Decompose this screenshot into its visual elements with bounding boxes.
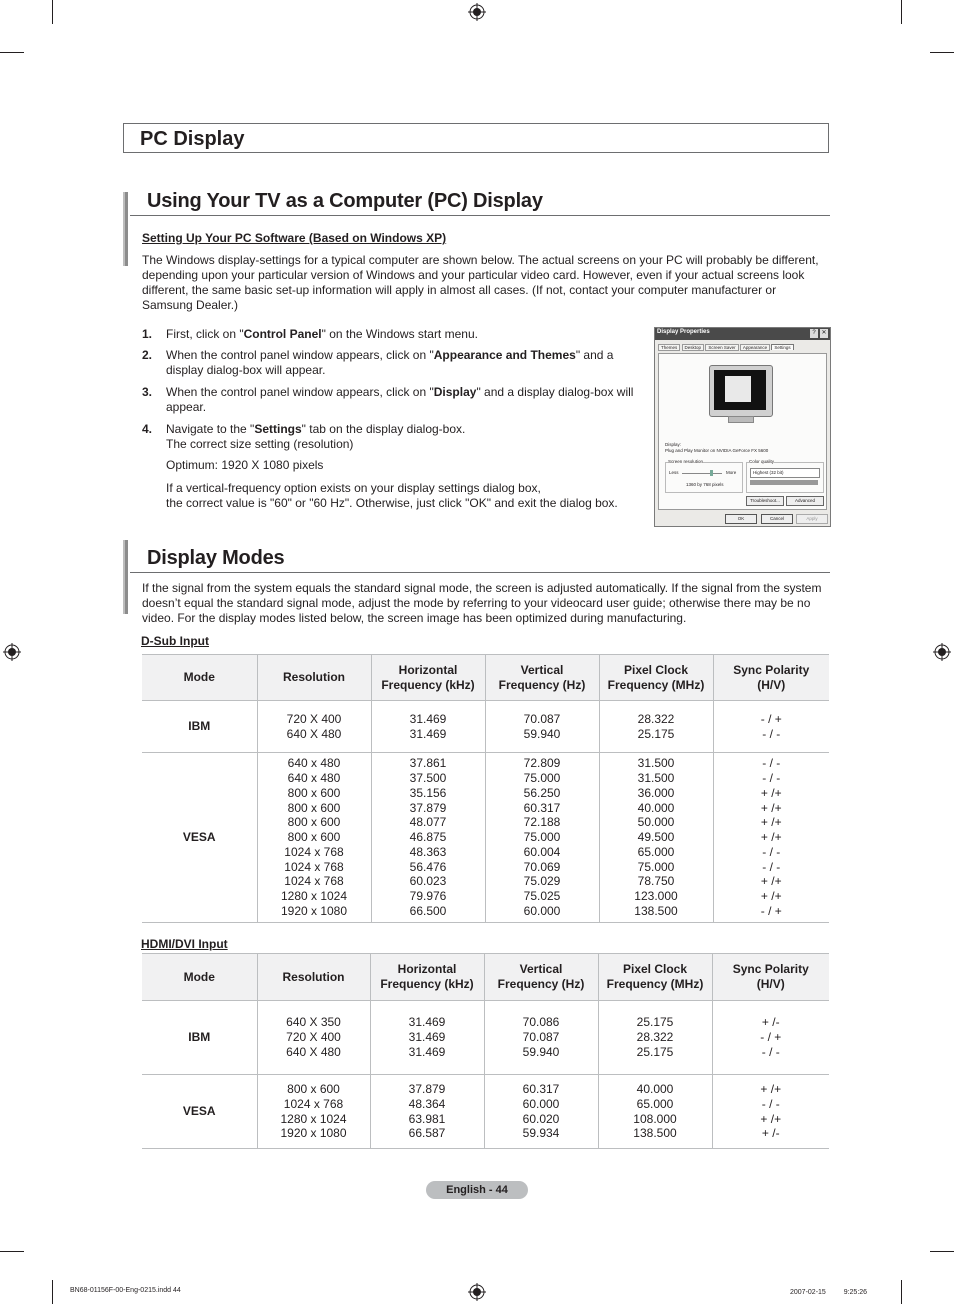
cell-value: + /+ [760,800,782,815]
cell-value: 70.086 [522,1015,560,1030]
cell-value: 25.175 [637,726,675,741]
cell-value: 70.069 [523,859,561,874]
cell-value: + /+ [760,830,782,845]
header-resolution: Resolution [257,954,370,1001]
resolution-cell [257,1075,370,1149]
optimum-resolution: Optimum: 1920 X 1080 pixels [166,458,324,472]
cell-value: 31.500 [637,770,675,785]
cell-value: 1024 x 768 [284,844,344,859]
cell-value: 46.875 [409,830,447,845]
subheading-pc-software: Setting Up Your PC Software (Based on Windows XP) [142,231,447,245]
troubleshoot-button[interactable]: Troubleshoot... [746,496,784,506]
sync-polarity-cell [712,1001,829,1075]
cell-value: - / - [762,756,781,771]
cell-value: 60.000 [522,1096,560,1111]
cell-value: 138.500 [633,1126,677,1141]
slider-thumb[interactable] [710,470,713,476]
registration-mark-icon [3,643,21,661]
tab-screen-saver: Screen Saver [705,344,738,351]
cell-value: 1280 x 1024 [280,889,348,904]
cell-value: + /+ [760,785,782,800]
cell-value: 25.175 [636,1015,674,1030]
resolution-slider[interactable] [682,473,722,474]
cell-value: 56.250 [523,785,561,800]
cell-value: 28.322 [636,1030,674,1045]
cell-value: 59.940 [522,1044,560,1059]
cell-value: 75.000 [523,830,561,845]
cell-value: 75.000 [523,770,561,785]
cell-value: - / - [762,859,781,874]
resolution-cell [257,1001,370,1075]
hfreq-cell [371,753,485,923]
crop-mark [901,0,902,24]
cell-value: + /+ [760,1081,782,1096]
resolution-cell [257,701,371,753]
cell-value: 31.469 [408,1015,446,1030]
cell-value: 48.364 [408,1096,446,1111]
color-select[interactable]: Highest (32 bit) [750,468,820,478]
cell-value: 72.809 [523,756,561,771]
mode-cell: IBM [142,1001,257,1075]
vfreq-cell [485,701,599,753]
header-vertical-frequency: Vertical Frequency (Hz) [485,655,599,701]
sync-polarity-cell [713,753,829,923]
sync-polarity-cell [712,1075,829,1149]
cell-value: 1920 x 1080 [280,904,348,919]
close-icon: ✕ [821,330,827,336]
cell-value: - / - [761,1096,780,1111]
hfreq-cell [370,1001,484,1075]
pixel-clock-cell [598,1001,712,1075]
display-properties-screenshot [654,327,831,527]
cell-value: 138.500 [634,904,678,919]
cell-value: 66.587 [408,1126,446,1141]
cell-value: 720 X 400 [286,711,342,726]
hdmi-modes-table [142,953,829,1149]
hfreq-cell [371,701,485,753]
cell-value: 59.940 [523,726,561,741]
cell-value: - / - [762,770,781,785]
cell-value: 60.023 [409,874,447,889]
cell-value: + /+ [760,815,782,830]
less-label: Less [669,470,679,475]
cell-value: - / + [760,1030,782,1045]
dialog-title: Display Properties [657,329,710,335]
cell-value: 640 X 350 [286,1015,341,1030]
cell-value: 66.500 [409,904,447,919]
table-row [142,1075,829,1149]
crop-mark [930,52,954,53]
cell-value: 31.469 [409,726,447,741]
table-row [142,1001,829,1075]
cell-value: 37.861 [409,756,447,771]
cell-value: 37.879 [409,800,447,815]
cell-value: 72.188 [523,815,561,830]
step-number: 4. [142,422,153,436]
cell-value: + /- [761,1126,780,1141]
cell-value: 48.363 [409,844,447,859]
sync-polarity-cell [713,701,829,753]
header-pixel-clock: Pixel Clock Frequency (MHz) [598,954,712,1001]
color-group [746,459,824,493]
ok-button[interactable]: OK [725,514,757,524]
cell-value: 50.000 [637,815,675,830]
pixel-clock-cell [598,1075,712,1149]
cell-value: 70.087 [523,711,561,726]
cell-value: - / + [760,711,782,726]
mode-cell: VESA [142,1075,257,1149]
help-icon: ? [810,329,818,338]
cell-value: 31.469 [408,1030,446,1045]
cell-value: 56.476 [409,859,447,874]
intro-paragraph: The Windows display-settings for a typical computer are shown below. The actual screens on your PC will probably be different, depending upon your particular version of Windows and your particular video card. However, even if your actual screens look different, the same basic set-up information will apply in almost all cases. (If not, contact your computer manufacturer or Samsung Dealer.) [142,253,819,312]
step-text: When the control panel window appears, click on "Display" and a display dialog-box will appear. [166,385,634,414]
display-value: Plug and Play Monitor on NVIDIA GeForce FX 5600 [665,448,769,453]
cell-value: - / - [762,844,781,859]
tab-themes: Themes [658,344,680,351]
cell-value: 65.000 [637,844,675,859]
heading-bar [123,540,128,614]
cell-value: 40.000 [637,800,675,815]
tab-appearance: Appearance [740,344,770,351]
heading-rule [130,572,830,573]
pixels-label: 1360 by 768 pixels [686,482,724,487]
color-label: Color quality [749,459,775,464]
hdmi-input-label: HDMI/DVI Input [141,937,228,951]
cell-value: 75.029 [523,874,561,889]
dialog-tabs [658,344,794,353]
registration-mark-icon [933,643,951,661]
cell-value: 60.004 [523,844,561,859]
cell-value: 60.020 [522,1111,560,1126]
cell-value: 1280 x 1024 [280,1111,347,1126]
mode-cell: IBM [142,701,257,753]
table-row [142,701,829,753]
print-slug-date: 2007-02-15 9:25:26 [790,1289,868,1296]
color-bar [750,480,818,485]
dsub-modes-table [142,654,829,923]
header-horizontal-frequency: Horizontal Frequency (kHz) [370,954,484,1001]
print-slug-file: BN68-01156F-00-Eng-0215.indd 44 [70,1287,181,1294]
cell-value: 37.500 [409,770,447,785]
cell-value: 1920 x 1080 [280,1126,347,1141]
cell-value: 1024 x 768 [284,859,344,874]
cell-value: 63.981 [408,1111,446,1126]
cell-value: 60.317 [523,800,561,815]
cell-value: 800 x 600 [287,1081,340,1096]
cell-value: + /- [761,1015,780,1030]
cancel-button[interactable]: Cancel [761,514,793,524]
cell-value: 1024 x 768 [283,1096,344,1111]
crop-mark [930,1251,954,1252]
registration-mark-icon [468,1283,486,1301]
header-resolution: Resolution [257,655,371,701]
cell-value: 75.025 [523,889,561,904]
cell-value: 59.934 [522,1126,560,1141]
dialog-titlebar [655,328,830,340]
crop-mark [0,1251,24,1252]
vfreq-cell [485,753,599,923]
heading-rule [130,215,830,216]
cell-value: + /+ [760,1111,782,1126]
cell-value: 40.000 [636,1081,674,1096]
crop-mark [901,1280,902,1304]
header-pixel-clock: Pixel Clock Frequency (MHz) [599,655,713,701]
cell-value: - / - [762,726,781,741]
advanced-button[interactable]: Advanced [786,496,824,506]
cell-value: 78.750 [637,874,675,889]
settings-panel [658,353,827,510]
resolution-label: Screen resolution [668,459,704,464]
section-title-box [123,123,829,153]
cell-value: 640 X 480 [286,726,342,741]
cell-value: 48.077 [409,815,447,830]
cell-value: 108.000 [633,1111,677,1126]
cell-value: 640 X 480 [286,1044,341,1059]
registration-mark-icon [468,3,486,21]
cell-value: 640 x 480 [287,756,341,771]
cell-value: 800 x 600 [287,800,341,815]
step-number: 2. [142,348,153,362]
heading-bar [123,192,128,266]
hfreq-cell [370,1075,484,1149]
cell-value: 37.879 [408,1081,446,1096]
cell-value: - / + [760,904,782,919]
cell-value: 70.087 [522,1030,560,1045]
cell-value: 31.469 [409,711,447,726]
section-title: PC Display [140,128,245,150]
cell-value: 720 X 400 [286,1030,341,1045]
step-text-line: The correct size setting (resolution) [166,437,354,451]
cell-value: 1024 x 768 [284,874,344,889]
pixel-clock-cell [599,701,713,753]
cell-value: 31.500 [637,756,675,771]
mode-cell: VESA [142,753,257,923]
vfreq-cell [484,1075,598,1149]
cell-value: - / - [761,1044,780,1059]
step-number: 1. [142,327,153,341]
tab-settings: Settings [771,344,793,350]
cell-value: + /+ [760,889,782,904]
crop-mark [0,52,24,53]
crop-mark [52,0,53,24]
cell-value: 123.000 [634,889,678,904]
cell-value: 79.976 [409,889,447,904]
cell-value: 60.000 [523,904,561,919]
resolution-group [665,459,743,493]
heading-display-modes: Display Modes [147,547,285,569]
cell-value: 60.317 [522,1081,560,1096]
crop-mark [52,1280,53,1304]
header-horizontal-frequency: Horizontal Frequency (kHz) [371,655,485,701]
monitor-graphic [709,365,773,417]
cell-value: + /+ [760,874,782,889]
cell-value: 31.469 [408,1044,446,1059]
cell-value: 800 x 600 [287,785,341,800]
header-sync-polarity: Sync Polarity (H/V) [712,954,829,1001]
cell-value: 35.156 [409,785,447,800]
vertical-frequency-note: the correct value is "60" or "60 Hz". Otherwise, just click "OK" and exit the dialog box. [166,496,618,510]
header-mode: Mode [142,655,257,701]
header-vertical-frequency: Vertical Frequency (Hz) [484,954,598,1001]
resolution-cell [257,753,371,923]
cell-value: 28.322 [637,711,675,726]
apply-button[interactable]: Apply [796,514,828,524]
cell-value: 800 x 600 [287,830,341,845]
pixel-clock-cell [599,753,713,923]
step-number: 3. [142,385,153,399]
table-row [142,753,829,923]
cell-value: 75.000 [637,859,675,874]
cell-value: 800 x 600 [287,815,341,830]
step-text: First, click on "Control Panel" on the Windows start menu. [166,327,478,341]
cell-value: 640 x 480 [287,770,341,785]
cell-value: 49.500 [637,830,675,845]
step-text: Navigate to the "Settings" tab on the display dialog-box. [166,422,466,436]
tab-desktop: Desktop [682,344,705,351]
dsub-input-label: D-Sub Input [141,634,209,648]
cell-value: 36.000 [637,785,675,800]
step-text: When the control panel window appears, click on "Appearance and Themes" and a display dialog-box will appear. [166,348,614,377]
header-mode: Mode [142,954,257,1001]
display-label: Display: [665,442,682,447]
more-label: More [726,470,737,475]
vfreq-cell [484,1001,598,1075]
cell-value: 65.000 [636,1096,674,1111]
vertical-frequency-note: If a vertical-frequency option exists on your display settings dialog box, [166,481,541,495]
cell-value: 25.175 [636,1044,674,1059]
display-modes-paragraph: If the signal from the system equals the standard signal mode, the screen is adjusted automatically. If the signal from the system doesn’t equal the standard signal mode, adjust the mode by referring to your videocard user guide; otherwise there may be no video. For the display modes listed below, the screen image has been optimized during manufacturing. [142,581,822,625]
header-sync-polarity: Sync Polarity (H/V) [713,655,829,701]
page-number-badge: English - 44 [426,1181,528,1199]
heading-using-tv-as-pc: Using Your TV as a Computer (PC) Display [147,190,543,212]
